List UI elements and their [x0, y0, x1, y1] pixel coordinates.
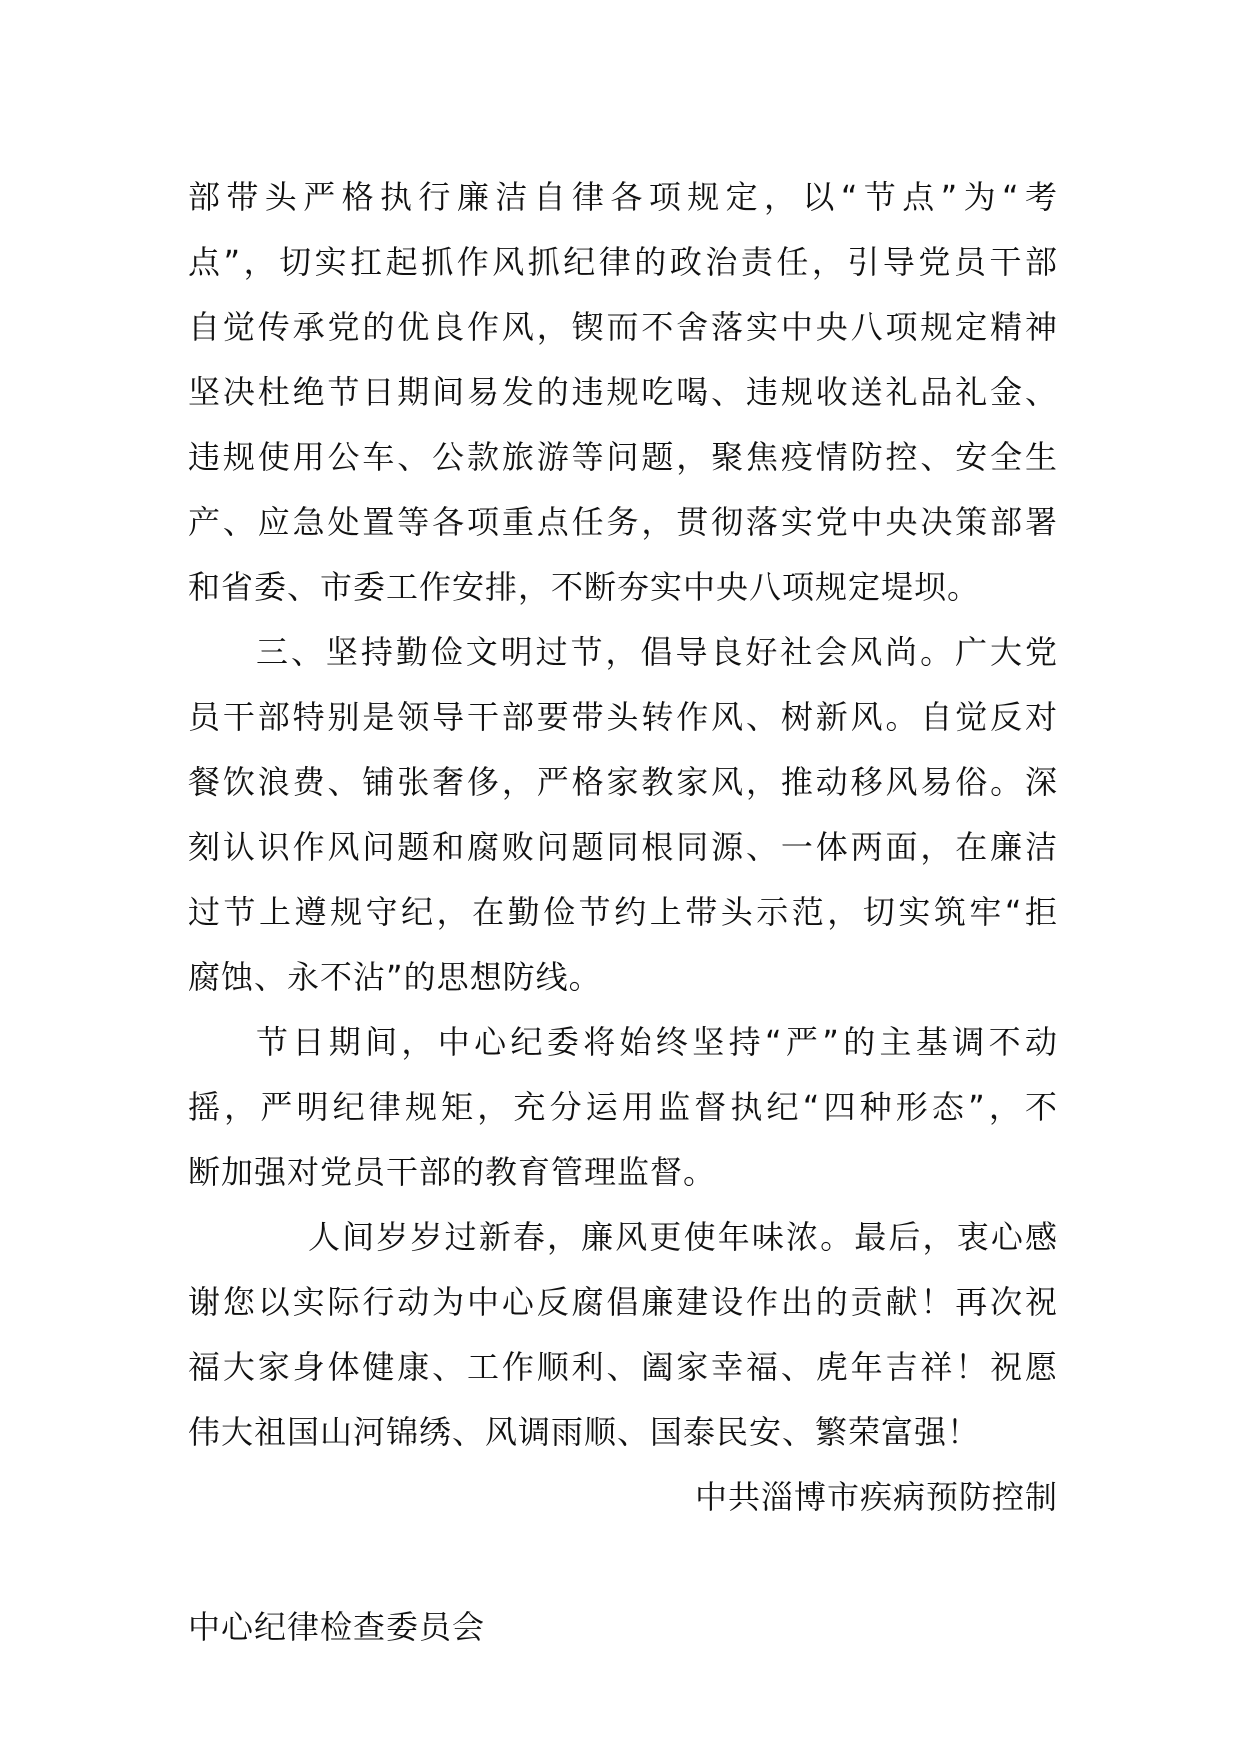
text-line: 腐蚀、永不沾”的思想防线。 [188, 958, 602, 996]
signature-line: 中共淄博市疾病预防控制 [694, 1478, 1058, 1516]
text-line: 点”，切实扛起抓作风抓纪律的政治责任，引导党员干部 [188, 243, 1058, 281]
text-line: 断加强对党员干部的教育管理监督。 [188, 1153, 717, 1191]
text-line: 伟大祖国山河锦绣、风调雨顺、国泰民安、繁荣富强！ [188, 1413, 981, 1451]
text-line: 自觉传承党的优良作风，锲而不舍落实中央八项规定精神 [188, 308, 1058, 346]
text-line: 节日期间，中心纪委将始终坚持“严”的主基调不动 [256, 1023, 1058, 1061]
document-body [188, 165, 1058, 1660]
text-line: 福大家身体健康、工作顺利、阖家幸福、虎年吉祥！祝愿 [188, 1348, 1058, 1386]
text-line: 三、坚持勤俭文明过节，倡导良好社会风尚。广大党 [256, 633, 1058, 671]
line-gap [188, 1530, 1058, 1595]
text-line: 违规使用公车、公款旅游等问题，聚焦疫情防控、安全生 [188, 438, 1058, 476]
text-line: 部带头严格执行廉洁自律各项规定，以“节点”为“考 [188, 178, 1058, 216]
text-line: 摇，严明纪律规矩，充分运用监督执纪“四种形态”，不 [188, 1088, 1058, 1126]
text-line: 坚决杜绝节日期间易发的违规吃喝、违规收送礼品礼金、 [188, 373, 1058, 411]
text-line: 和省委、市委工作安排，不断夯实中央八项规定堤坝。 [188, 568, 981, 606]
text-line: 餐饮浪费、铺张奢侈，严格家教家风，推动移风易俗。深 [188, 763, 1058, 801]
text-line: 中心纪律检查委员会 [188, 1608, 486, 1646]
text-line: 刻认识作风问题和腐败问题同根同源、一体两面，在廉洁 [188, 828, 1058, 866]
text-line: 产、应急处置等各项重点任务，贯彻落实党中央决策部署 [188, 503, 1058, 541]
text-line: 谢您以实际行动为中心反腐倡廉建设作出的贡献！再次祝 [188, 1283, 1058, 1321]
text-line: 人间岁岁过新春，廉风更使年味浓。最后，衷心感 [308, 1218, 1058, 1256]
text-line: 过节上遵规守纪，在勤俭节约上带头示范，切实筑牢“拒 [188, 893, 1058, 931]
text-line: 员干部特别是领导干部要带头转作风、树新风。自觉反对 [188, 698, 1058, 736]
